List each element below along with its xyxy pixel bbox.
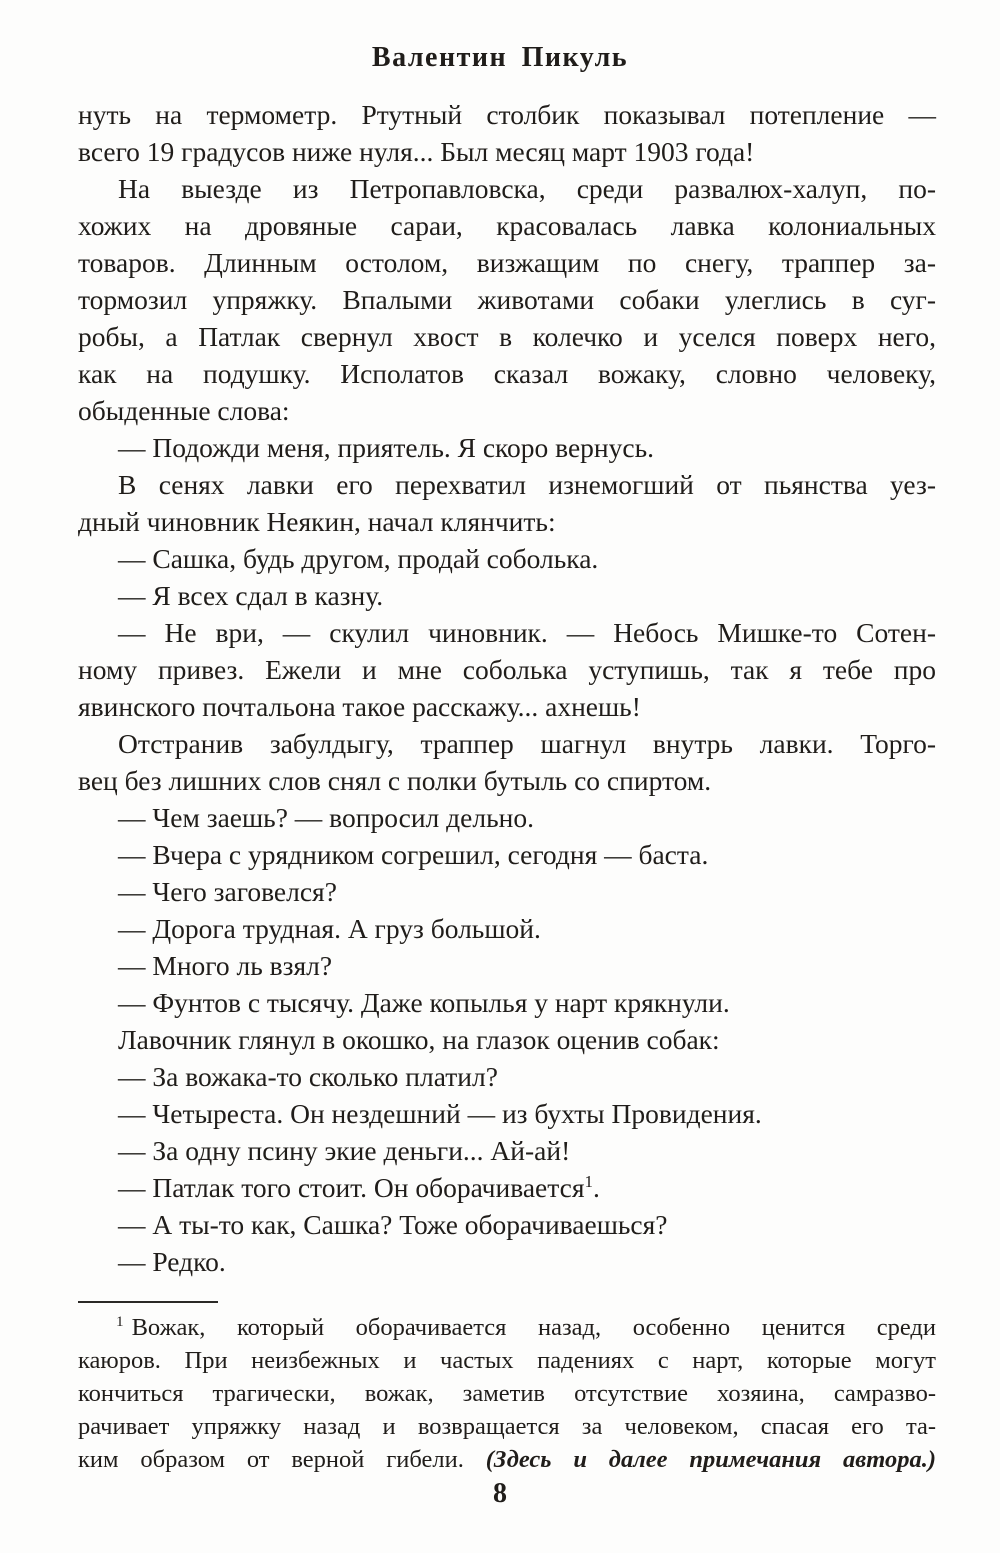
footnote-author-note: (Здесь и далее примечания автора.) (485, 1446, 936, 1473)
body-line: — Вчера с урядником согрешил, сегодня — баста. (118, 839, 709, 870)
body-line: — Я всех сдал в казну. (118, 580, 384, 611)
footnote-line: каюров. При неизбежных и частых падениях с нарт, которые могут (78, 1347, 936, 1374)
body-line: робы, а Патлак свернул хвост в колечко и уселся поверх него, (78, 321, 936, 352)
body-line: Отстранив забулдыгу, траппер шагнул внутрь лавки. Торго- (118, 728, 936, 759)
footnote-line (78, 1443, 936, 1476)
body-line: — За вожака-то сколько платил? (118, 1061, 498, 1092)
footnote-text: ким образом от верной гибели. (78, 1446, 486, 1473)
body-line: вец без лишних слов снял с полки бутыль со спиртом. (78, 765, 712, 796)
footnote (78, 1311, 936, 1476)
body-line: всего 19 градусов ниже нуля... Был месяц март 1903 года! (78, 136, 755, 167)
page-number: 8 (493, 1478, 507, 1509)
body-line (78, 1169, 936, 1206)
body-text (78, 96, 936, 1280)
body-line: дный чиновник Неякин, начал клянчить: (78, 506, 556, 537)
body-line-text: — Патлак того стоит. Он оборачивается (118, 1172, 585, 1203)
footnote-reference-marker: 1 (584, 1171, 593, 1191)
body-line: В сенях лавки его перехватил изнемогший от пьянства уез- (118, 469, 936, 500)
footnote-line: кончиться трагически, вожак, заметив отсутствие хозяина, самразво- (78, 1380, 936, 1407)
body-line: как на подушку. Исполатов сказал вожаку, словно человеку, (78, 358, 936, 389)
body-line: хожих на дровяные сараи, красовалась лавка колониальных (78, 210, 936, 241)
body-line: обыденные слова: (78, 395, 290, 426)
footnote-separator (78, 1301, 218, 1303)
body-line: На выезде из Петропавловска, среди развалюх-халуп, по- (118, 173, 936, 204)
body-line: — Редко. (118, 1246, 226, 1277)
body-line: — Чем заешь? — вопросил дельно. (118, 802, 534, 833)
body-line: — Фунтов с тысячу. Даже копылья у нарт крякнули. (118, 987, 730, 1018)
body-line: — Подожди меня, приятель. Я скоро вернусь. (118, 432, 655, 463)
body-line: Лавочник глянул в окошко, на глазок оценив собак: (118, 1024, 720, 1055)
body-line: нуть на термометр. Ртутный столбик показывал потепление — (78, 99, 936, 130)
body-line: — Четыреста. Он нездешний — из бухты Провидения. (118, 1098, 762, 1129)
body-line: — Много ль взял? (118, 950, 333, 981)
footnote-number: 1 (116, 1312, 124, 1330)
body-line: тормозил упряжку. Впалыми животами собаки улеглись в суг- (78, 284, 936, 315)
body-line: ному привез. Ежели и мне соболька уступишь, так я тебе про (78, 654, 936, 685)
running-head: Валентин Пикуль (371, 42, 629, 73)
body-line: явинского почтальона такое расскажу... ахнешь! (78, 691, 641, 722)
body-line: — За одну псину экие деньги... Ай-ай! (118, 1135, 571, 1166)
footnote-line (78, 1311, 936, 1344)
body-line: — Не ври, — скулил чиновник. — Небось Мишке-то Сотен- (118, 617, 936, 648)
body-line: — Дорога трудная. А груз большой. (118, 913, 541, 944)
body-line: — Чего заговелся? (118, 876, 337, 907)
body-line: — Сашка, будь другом, продай соболька. (118, 543, 599, 574)
body-line-text: . (592, 1172, 600, 1203)
body-line: — А ты-то как, Сашка? Тоже оборачиваешься? (118, 1209, 668, 1240)
footnote-text: Вожак, который оборачивается назад, особенно ценится среди (131, 1314, 936, 1341)
body-line: товаров. Длинным остолом, визжащим по снегу, траппер за- (78, 247, 936, 278)
footnote-line: рачивает упряжку назад и возвращается за человеком, спасая его та- (78, 1413, 936, 1440)
